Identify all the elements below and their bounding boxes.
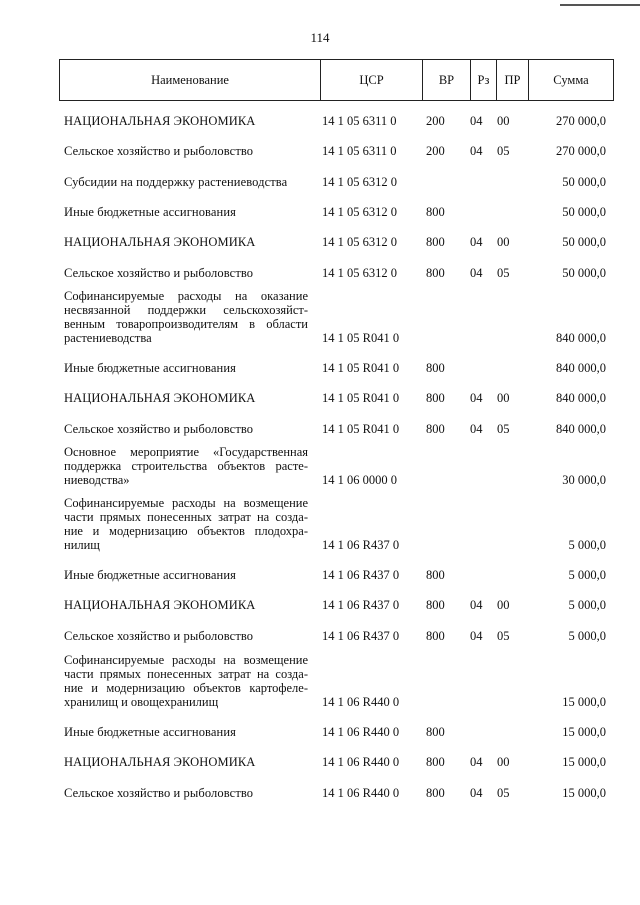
- row-vr: 800: [426, 266, 445, 280]
- row-sum: 15 000,0: [562, 725, 606, 739]
- row-pr: 05: [497, 786, 510, 800]
- row-name: Сельское хозяйство и рыболовство: [64, 786, 254, 800]
- row-csr: 14 1 05 6312 0: [322, 266, 397, 280]
- row-vr: 800: [426, 755, 445, 769]
- row-rz: 04: [470, 629, 483, 643]
- col-header-name: Наименование: [151, 72, 229, 87]
- row-name: НАЦИОНАЛЬНАЯ ЭКОНОМИКА: [64, 391, 256, 405]
- row-pr: 05: [497, 144, 510, 158]
- col-header-csr: ЦСР: [320, 60, 422, 100]
- row-rz: 04: [470, 786, 483, 800]
- table-row: [0, 361, 640, 375]
- table-row: [0, 422, 640, 436]
- scan-edge-line: [560, 4, 640, 6]
- row-sum: 15 000,0: [562, 695, 606, 709]
- row-sum: 50 000,0: [562, 205, 606, 219]
- row-name: Иные бюджетные ассигнования: [64, 205, 236, 219]
- row-pr: 00: [497, 391, 510, 405]
- row-pr: 00: [497, 235, 510, 249]
- row-vr: 800: [426, 786, 445, 800]
- row-rz: 04: [470, 266, 483, 280]
- row-csr: 14 1 05 6312 0: [322, 235, 397, 249]
- row-name: Сельское хозяйство и рыболовство: [64, 422, 254, 436]
- row-rz: 04: [470, 235, 483, 249]
- row-name: Сельское хозяйство и рыболовство: [64, 144, 254, 158]
- row-name: Иные бюджетные ассигнования: [64, 361, 236, 375]
- row-sum: 5 000,0: [568, 538, 606, 552]
- row-sum: 840 000,0: [556, 361, 606, 375]
- row-sum: 5 000,0: [568, 568, 606, 582]
- row-vr: 200: [426, 144, 445, 158]
- row-csr: 14 1 05 6311 0: [322, 114, 397, 128]
- row-sum: 50 000,0: [562, 266, 606, 280]
- row-name: Основное мероприятие «Государственная поддержка строительства объектов расте-ниеводства»: [64, 445, 308, 487]
- col-header-rz: Рз: [470, 60, 496, 100]
- row-csr: 14 1 06 R440 0: [322, 755, 400, 769]
- row-name: НАЦИОНАЛЬНАЯ ЭКОНОМИКА: [64, 114, 256, 128]
- table-row: [0, 235, 640, 249]
- row-name: Иные бюджетные ассигнования: [64, 568, 236, 582]
- row-name: Сельское хозяйство и рыболовство: [64, 266, 254, 280]
- row-name: НАЦИОНАЛЬНАЯ ЭКОНОМИКА: [64, 598, 256, 612]
- row-csr: 14 1 05 R041 0: [322, 361, 400, 375]
- row-name: Иные бюджетные ассигнования: [64, 725, 236, 739]
- row-vr: 800: [426, 568, 445, 582]
- table-row: [0, 755, 640, 769]
- row-vr: 800: [426, 725, 445, 739]
- row-rz: 04: [470, 598, 483, 612]
- row-csr: 14 1 06 R440 0: [322, 725, 400, 739]
- table-row: [0, 289, 640, 345]
- row-sum: 270 000,0: [556, 144, 606, 158]
- row-sum: 30 000,0: [562, 473, 606, 487]
- row-csr: 14 1 06 R440 0: [322, 786, 400, 800]
- row-name: Софинансируемые расходы на возмещение части прямых понесенных затрат на созда-ние и модернизацию объектов картофеле-хранилищ и овощехранилищ: [64, 653, 308, 709]
- col-header-pr: ПР: [496, 60, 528, 100]
- table-row: [0, 568, 640, 582]
- row-csr: 14 1 05 R041 0: [322, 422, 400, 436]
- table-row: [0, 205, 640, 219]
- table-row: [0, 725, 640, 739]
- row-sum: 15 000,0: [562, 755, 606, 769]
- table-row: [0, 445, 640, 487]
- row-pr: 00: [497, 598, 510, 612]
- row-name: НАЦИОНАЛЬНАЯ ЭКОНОМИКА: [64, 755, 256, 769]
- table-row: [0, 598, 640, 612]
- row-sum: 15 000,0: [562, 786, 606, 800]
- row-vr: 800: [426, 205, 445, 219]
- row-vr: 800: [426, 629, 445, 643]
- row-sum: 5 000,0: [568, 629, 606, 643]
- row-rz: 04: [470, 114, 483, 128]
- row-csr: 14 1 05 R041 0: [322, 391, 400, 405]
- row-csr: 14 1 06 0000 0: [322, 473, 397, 487]
- row-rz: 04: [470, 422, 483, 436]
- table-row: [0, 391, 640, 405]
- row-name: Софинансируемые расходы на оказание несвязанной поддержки сельскохозяйст-венным товаропроизводителям в области растениеводства: [64, 289, 308, 345]
- row-vr: 800: [426, 235, 445, 249]
- row-name: НАЦИОНАЛЬНАЯ ЭКОНОМИКА: [64, 235, 256, 249]
- row-pr: 00: [497, 114, 510, 128]
- row-vr: 800: [426, 422, 445, 436]
- row-sum: 840 000,0: [556, 422, 606, 436]
- row-vr: 200: [426, 114, 445, 128]
- row-csr: 14 1 05 6312 0: [322, 175, 397, 189]
- row-pr: 05: [497, 266, 510, 280]
- row-sum: 270 000,0: [556, 114, 606, 128]
- row-csr: 14 1 05 6312 0: [322, 205, 397, 219]
- table-row: [0, 496, 640, 552]
- row-csr: 14 1 06 R440 0: [322, 695, 400, 709]
- row-rz: 04: [470, 391, 483, 405]
- table-row: [0, 175, 640, 189]
- row-name: Субсидии на поддержку растениеводства: [64, 175, 288, 189]
- page-number: 114: [310, 30, 330, 45]
- row-csr: 14 1 06 R437 0: [322, 568, 400, 582]
- row-pr: 05: [497, 422, 510, 436]
- row-sum: 5 000,0: [568, 598, 606, 612]
- row-sum: 840 000,0: [556, 331, 606, 345]
- col-header-sum: Сумма: [528, 60, 613, 100]
- row-sum: 840 000,0: [556, 391, 606, 405]
- row-csr: 14 1 06 R437 0: [322, 629, 400, 643]
- row-pr: 05: [497, 629, 510, 643]
- row-csr: 14 1 06 R437 0: [322, 598, 400, 612]
- row-pr: 00: [497, 755, 510, 769]
- table-row: [0, 786, 640, 800]
- table-row: [0, 629, 640, 643]
- table-row: [0, 114, 640, 128]
- row-vr: 800: [426, 598, 445, 612]
- table-row: [0, 653, 640, 709]
- table-row: [0, 266, 640, 280]
- row-name: Софинансируемые расходы на возмещение части прямых понесенных затрат на созда-ние и модернизацию объектов плодохра-нилищ: [64, 496, 308, 552]
- row-rz: 04: [470, 144, 483, 158]
- row-sum: 50 000,0: [562, 235, 606, 249]
- row-csr: 14 1 06 R437 0: [322, 538, 400, 552]
- row-rz: 04: [470, 755, 483, 769]
- row-csr: 14 1 05 R041 0: [322, 331, 400, 345]
- table-row: [0, 144, 640, 158]
- table-header: [59, 59, 614, 101]
- row-vr: 800: [426, 391, 445, 405]
- row-csr: 14 1 05 6311 0: [322, 144, 397, 158]
- row-sum: 50 000,0: [562, 175, 606, 189]
- row-name: Сельское хозяйство и рыболовство: [64, 629, 254, 643]
- row-vr: 800: [426, 361, 445, 375]
- col-header-vr: ВР: [422, 60, 470, 100]
